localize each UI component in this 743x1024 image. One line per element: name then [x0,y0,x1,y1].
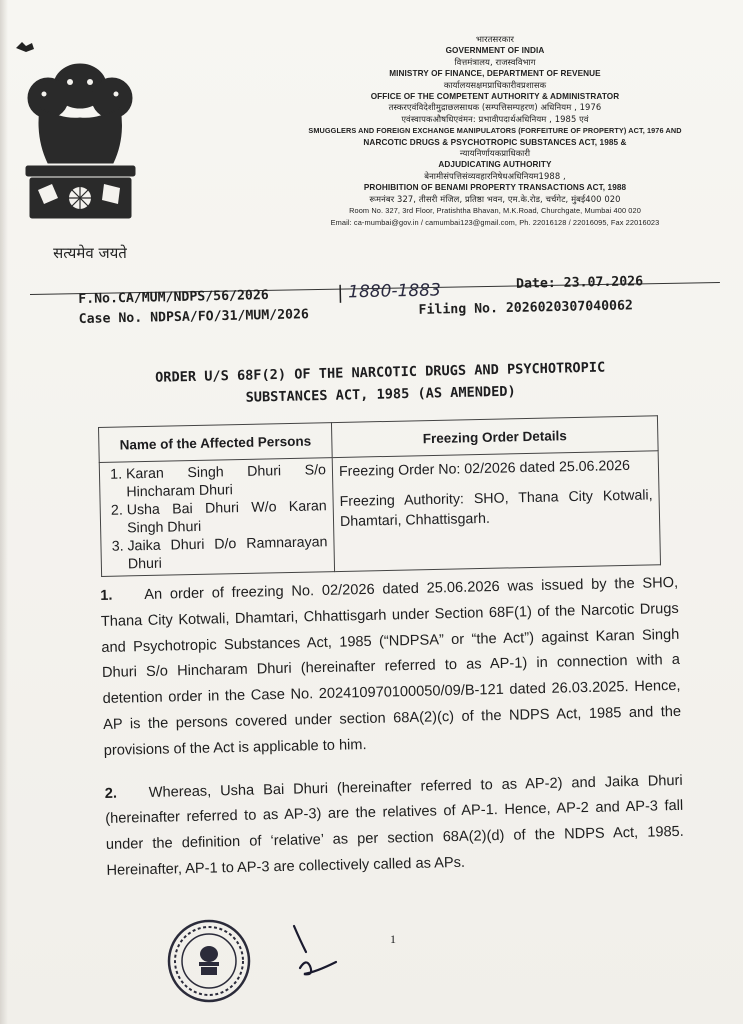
paragraph [104,768,684,884]
order-date: Date: 23.07.2026 [515,274,644,292]
letterhead-line: OFFICE OF THE COMPETENT AUTHORITY & ADMINISTRATOR [370,92,620,102]
office-seal-stamp [166,918,252,1004]
persons-cell [99,458,334,577]
affected-person: 2. Usha Bai Dhuri W/o Karan Singh Dhuri [127,497,334,537]
letterhead-line: कार्यालयसक्षमप्राधिकारीवप्रशासक [443,79,547,90]
letterhead-line: तस्करएवंविदेशीमुद्राछलसाधक (सम्पत्तिसम्पहरण) अधिनियम , 1976 [388,102,602,113]
letterhead-line: ADJUDICATING AUTHORITY [438,160,552,170]
order-title [100,355,661,412]
scan-edge [0,0,8,1024]
letterhead-contact: Email: ca-mumbai@gov.in / camumbai123@gmail.com, Ph. 22016128 / 22016095, Fax 22016023 [330,217,660,227]
letterhead-line: SMUGGLERS AND FOREIGN EXCHANGE MANIPULATORS (FORFEITURE OF PROPERTY) ACT, 1976 AND [308,126,682,136]
column-header-freezing-details: Freezing Order Details [331,416,658,458]
freezing-details-cell [332,451,660,572]
freezing-authority: Freezing Authority: SHO, Thana City Kotwali, Dhamtari, Chhattisgarh. [339,487,653,530]
affected-person: 1. Karan Singh Dhuri S/o Hincharam Dhuri [126,461,333,501]
case-number: Case No. NDPSA/FO/31/MUM/2026 [78,307,310,327]
letterhead-line: बेनामीसंपत्तिसंव्यवहारनिषेधअधिनियम1988 , [424,170,566,181]
order-title-line: ORDER U/S 68F(2) OF THE NARCOTIC DRUGS AND PSYCHOTROPIC [154,359,606,386]
letterhead-line: एवंस्वापकऔषधिएवंमन: प्रभावीपदार्थअधिनियम , 1985 एवं [401,113,589,124]
page-number: 1 [390,932,396,946]
letterhead-line: MINISTRY OF FINANCE, DEPARTMENT OF REVENUE [389,69,601,79]
paragraph-number: 1. [100,587,113,604]
paragraph-text: Whereas, Usha Bai Dhuri (hereinafter referred to as AP-2) and Jaika Dhuri (hereinafter referred to as AP-3) are the relatives of AP-1. Hence, AP-2 and AP-3 fall under the definition of ‘relative’ as per section 68A(2)(d) of the NDPS Act, 1985. Hereinafter, AP-1 to AP-3 are collectively called as APs. [105,772,684,879]
order-title-line: SUBSTANCES ACT, 1985 (AS AMENDED) [245,383,516,406]
letterhead-line: न्यायनिर्णायकप्राधिकारी [459,148,531,159]
emblem-motto: सत्यमेव जयते [53,244,127,262]
national-emblem-icon [18,58,143,228]
reference-block [78,274,669,332]
order-body [100,571,685,902]
affected-person: 3. Jaika Dhuri D/o Ramnarayan Dhuri [127,533,334,573]
dispatch-number-handwritten: 1880-1883 [347,280,442,303]
column-header-persons: Name of the Affected Persons [99,423,333,463]
file-number: F.No.CA/MUM/NDPS/56/2026 [78,288,269,307]
letterhead [290,34,700,228]
paragraph-number: 2. [104,785,118,802]
letterhead-line: भारतसरकार [475,34,515,44]
filing-number: Filing No. 2026020307040062 [418,298,634,318]
handwritten-bracket: | [336,282,344,304]
paragraph-text: An order of freezing No. 02/2026 dated 25.06.2026 was issued by the SHO, Thana City Kotwali, Dhamtari, Chhattisgarh under Section 68F(1) of the Narcotic Drugs and Psychotropic Substances Act, 1985 (“NDPSA” or “the Act”) against Karan Singh Dhuri S/o Hincharam Dhuri (hereinafter referred to as AP-1) in connection with a detention order in the Case No. 202410970100050/09/B-121 dated 26.03.2025. Hence, AP is the persons covered under section 68A(2)(c) of the NDPS Act, 1985 and the provisions of the Act is applicable to him. [100,574,682,759]
corner-mark-icon [14,40,36,54]
letterhead-line: GOVERNMENT OF INDIA [445,46,545,56]
letterhead-line: NARCOTIC DRUGS & PSYCHOTROPIC SUBSTANCES ACT, 1985 & [363,137,627,147]
letterhead-line: PROHIBITION OF BENAMI PROPERTY TRANSACTIONS ACT, 1988 [363,183,627,193]
letterhead-line: वित्तमंत्रालय, राजस्वविभाग [454,56,536,67]
signature-mark [286,922,346,982]
freezing-order-number: Freezing Order No: 02/2026 dated 25.06.2026 [338,457,631,480]
letterhead-line: रूमनंबर 327, तीसरी मंजिल, प्रतिष्ठा भवन, एम.के.रोड, चर्चगेट, मुंबई400 020 [369,193,621,204]
affected-persons-table [98,415,661,587]
paragraph [100,571,682,765]
letterhead-line: Room No. 327, 3rd Floor, Pratishtha Bhavan, M.K.Road, Churchgate, Mumbai 400 020 [349,206,641,216]
